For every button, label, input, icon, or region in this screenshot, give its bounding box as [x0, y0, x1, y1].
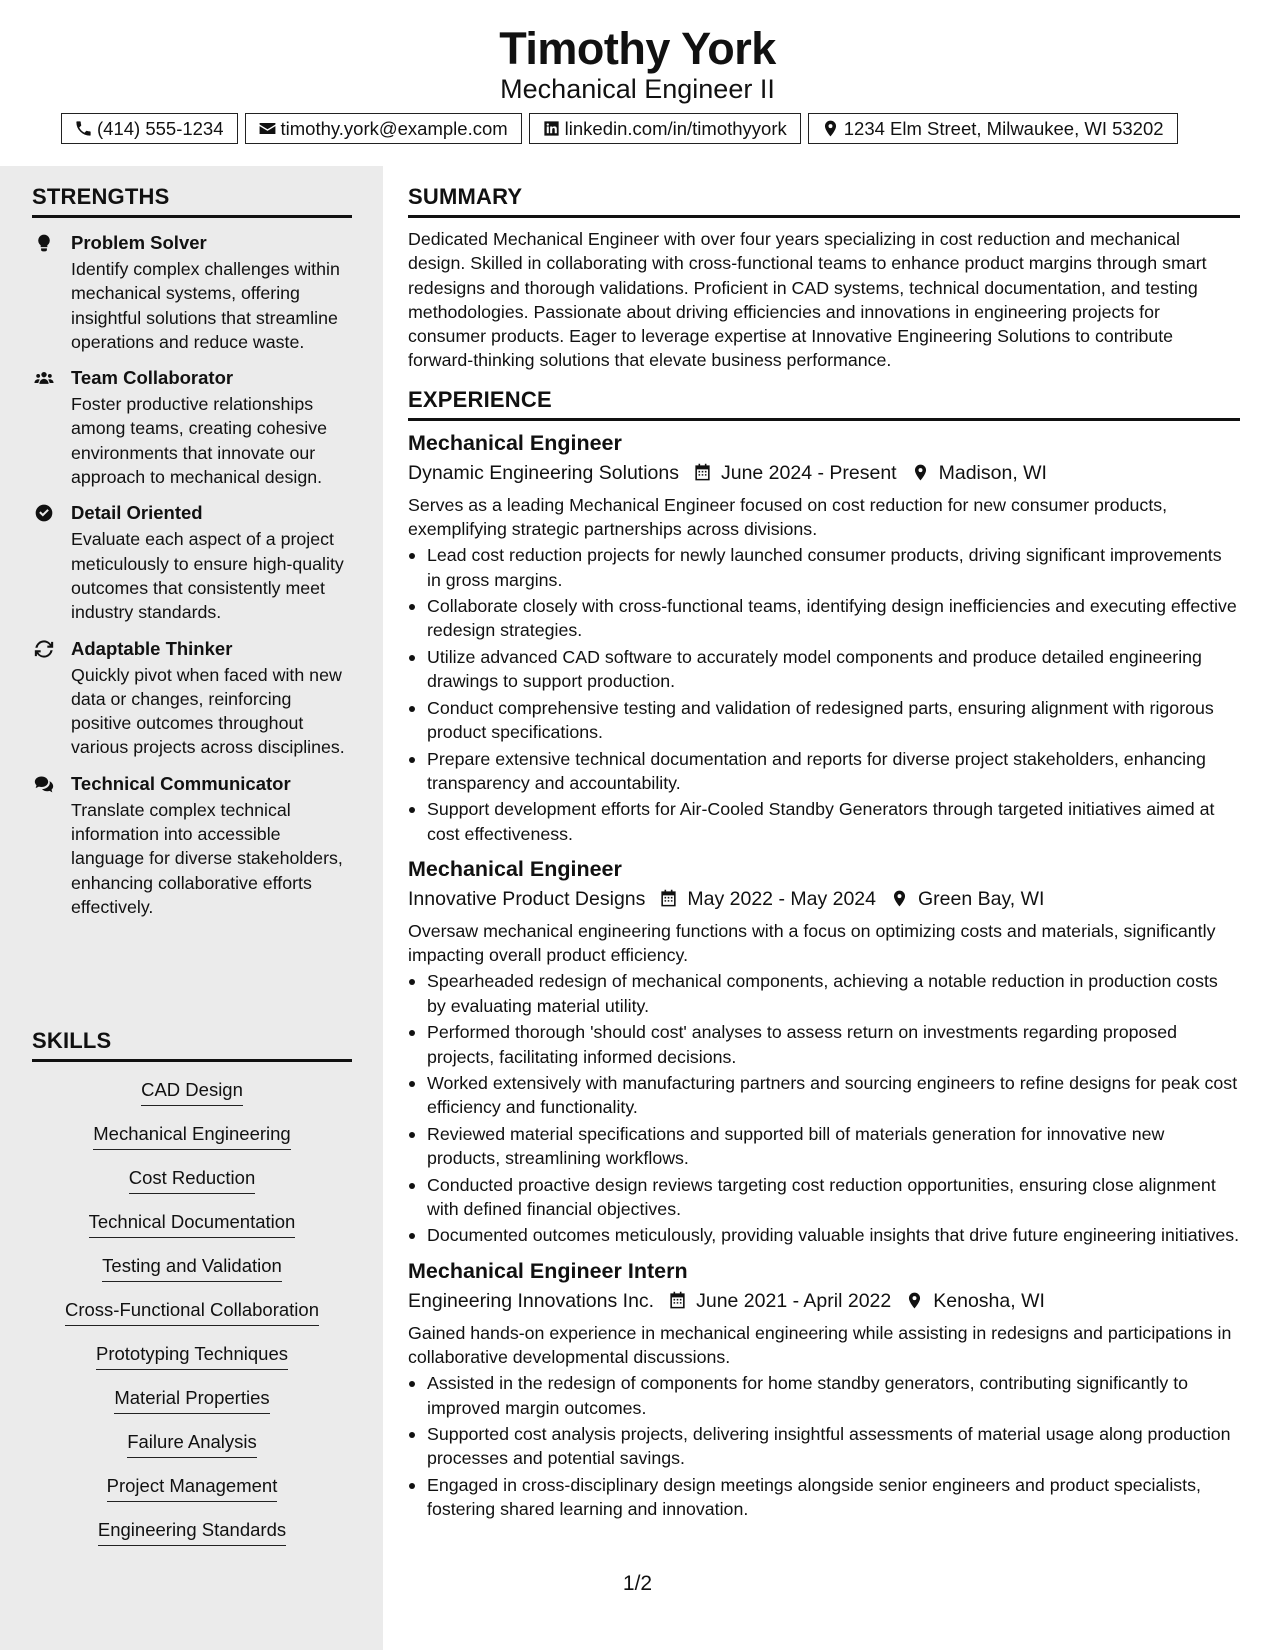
job-meta — [408, 459, 1240, 487]
strengths-heading: STRENGTHS — [32, 183, 352, 218]
strengths-section — [32, 183, 352, 919]
job-location: Green Bay, WI — [918, 887, 1045, 910]
skill-tag: Cost Reduction — [129, 1164, 255, 1194]
linkedin-icon — [542, 119, 561, 138]
job-company: Engineering Innovations Inc. — [408, 1289, 655, 1312]
strength-desc: Identify complex challenges within mechanical systems, offering insightful solutions that streamline operations and reduce waste. — [71, 259, 340, 352]
strength-title: Problem Solver — [71, 232, 207, 253]
job-company: Dynamic Engineering Solutions — [408, 461, 679, 484]
comments-icon — [34, 774, 54, 794]
users-icon — [34, 368, 54, 388]
skills-heading: SKILLS — [32, 1027, 352, 1062]
list-item: Collaborate closely with cross-functional teams, identifying design inefficiencies and executing effective redesign strategies. — [408, 594, 1240, 643]
summary-text: Dedicated Mechanical Engineer with over four years specializing in cost reduction and mechanical design. Skilled in collaborating with cross-functional teams to enhance product margins through smart redesigns and thorough validations. Proficient in CAD systems, technical documentation, and testing methodologies. Passionate about driving efficiencies and innovations in engineering projects for consumer products. Eager to leverage expertise at Innovative Engineering Solutions to contribute forward-thinking solutions that elevate business performance. — [408, 229, 1207, 371]
list-item: Worked extensively with manufacturing partners and sourcing engineers to refine designs for peak cost efficiency and functionality. — [408, 1071, 1240, 1120]
contact-phone-text: (414) 555-1234 — [97, 117, 224, 139]
strength-title: Team Collaborator — [71, 367, 234, 389]
list-item: Spearheaded redesign of mechanical components, achieving a notable reduction in production costs by evaluating material utility. — [408, 969, 1240, 1018]
map-pin-icon — [911, 463, 930, 482]
list-item: Support development efforts for Air-Cooled Standby Generators through targeted initiatives aimed at cost effectiveness. — [408, 797, 1240, 846]
skill-tag: Mechanical Engineering — [93, 1120, 290, 1150]
job-entry — [408, 855, 1240, 1248]
calendar-icon — [659, 889, 678, 908]
strength-desc: Translate complex technical information into accessible language for diverse stakeholders, enhancing collaborative efforts effectively. — [71, 799, 343, 917]
job-description: Gained hands-on experience in mechanical engineering while assisting in redesigns and participations in collaborative developmental discussions. — [408, 1322, 1232, 1367]
calendar-icon — [693, 463, 712, 482]
job-bullets — [408, 969, 1240, 1247]
phone-icon — [74, 119, 93, 138]
main-content — [408, 166, 1240, 1524]
map-pin-icon — [821, 119, 840, 138]
strength-item — [32, 501, 352, 624]
contact-bar — [61, 113, 1178, 145]
list-item: Lead cost reduction projects for newly launched consumer products, driving significant improvements in gross margins. — [408, 543, 1240, 592]
contact-email-text: timothy.york@example.com — [280, 117, 508, 139]
resume-header — [0, 0, 1275, 166]
skill-tag: Prototyping Techniques — [96, 1340, 288, 1370]
contact-address — [808, 113, 1178, 144]
candidate-title: Mechanical Engineer II — [500, 74, 775, 104]
strength-item — [32, 366, 352, 489]
job-dates: May 2022 - May 2024 — [687, 887, 876, 910]
list-item: Reviewed material specifications and supported bill of materials generation for innovative new products, streamlining workflows. — [408, 1122, 1240, 1171]
contact-address-text: 1234 Elm Street, Milwaukee, WI 53202 — [843, 117, 1164, 139]
list-item: Prepare extensive technical documentation and reports for diverse project stakeholders, enhancing transparency and accountability. — [408, 747, 1240, 796]
list-item: Conduct comprehensive testing and validation of redesigned parts, ensuring alignment with rigorous product specifications. — [408, 696, 1240, 745]
skill-tag: Testing and Validation — [102, 1252, 282, 1282]
job-meta — [408, 885, 1240, 913]
job-bullets — [408, 543, 1240, 846]
skill-tag: Cross-Functional Collaboration — [65, 1296, 319, 1326]
job-title: Mechanical Engineer — [408, 856, 622, 881]
skill-tag: Project Management — [107, 1472, 278, 1502]
candidate-name: Timothy York — [499, 23, 776, 74]
job-dates: June 2024 - Present — [720, 461, 897, 484]
strength-item — [32, 231, 352, 354]
job-bullets — [408, 1371, 1240, 1521]
job-location: Madison, WI — [938, 461, 1047, 484]
strength-desc: Foster productive relationships among teams, creating cohesive environments that innovate our approach to mechanical design. — [71, 394, 327, 488]
strength-title: Technical Communicator — [71, 772, 291, 794]
list-item: Engaged in cross-disciplinary design meetings alongside senior engineers and product specialists, fostering shared learning and innovation. — [408, 1473, 1240, 1522]
contact-linkedin[interactable] — [529, 113, 801, 144]
summary-heading: SUMMARY — [408, 183, 1240, 218]
skill-tag: CAD Design — [141, 1076, 243, 1106]
strength-desc: Evaluate each aspect of a project meticulously to ensure high-quality outcomes that consistently meet industry standards. — [71, 529, 344, 623]
summary-section — [408, 183, 1240, 373]
job-location: Kenosha, WI — [933, 1289, 1045, 1312]
job-title: Mechanical Engineer Intern — [408, 1258, 688, 1283]
calendar-icon — [668, 1291, 687, 1310]
list-item: Utilize advanced CAD software to accurately model components and produce detailed engineering drawings to support production. — [408, 645, 1240, 694]
list-item: Performed thorough 'should cost' analyses to assess return on investments regarding proposed projects, facilitating informed decisions. — [408, 1020, 1240, 1069]
check-circle-icon — [34, 503, 54, 523]
list-item: Assisted in the redesign of components for home standby generators, contributing significantly to improved margin outcomes. — [408, 1371, 1240, 1420]
job-entry — [408, 1257, 1240, 1522]
strength-title: Adaptable Thinker — [71, 637, 233, 659]
page-number: 1/2 — [622, 1572, 653, 1595]
map-pin-icon — [890, 889, 909, 908]
experience-section — [408, 386, 1240, 1522]
job-company: Innovative Product Designs — [408, 887, 646, 910]
job-entry — [408, 429, 1240, 846]
job-description: Oversaw mechanical engineering functions with a focus on optimizing costs and materials, significantly impacting overall product efficiency. — [408, 920, 1216, 966]
skill-tag: Material Properties — [114, 1384, 269, 1414]
strength-item — [32, 637, 352, 760]
contact-linkedin-text: linkedin.com/in/timothyyork — [564, 117, 787, 139]
strength-item — [32, 772, 352, 919]
sidebar — [0, 166, 383, 1650]
experience-heading: EXPERIENCE — [408, 386, 1240, 421]
contact-email[interactable] — [245, 113, 522, 144]
job-title: Mechanical Engineer — [408, 430, 622, 455]
map-pin-icon — [905, 1291, 924, 1310]
strength-desc: Quickly pivot when faced with new data or changes, reinforcing positive outcomes throughout various projects across disciplines. — [71, 664, 345, 758]
skill-tag: Technical Documentation — [89, 1208, 296, 1238]
list-item: Documented outcomes meticulously, providing valuable insights that drive future engineering initiatives. — [408, 1223, 1240, 1247]
skill-tag: Engineering Standards — [98, 1516, 286, 1546]
lightbulb-icon — [34, 233, 54, 253]
list-item: Conducted proactive design reviews targeting cost reduction opportunities, ensuring close alignment with defined financial objectives. — [408, 1173, 1240, 1222]
skills-section — [32, 1027, 352, 1546]
job-description: Serves as a leading Mechanical Engineer focused on cost reduction for new consumer products, exemplifying strategic partnerships across divisions. — [408, 494, 1168, 540]
skill-tag: Failure Analysis — [127, 1428, 257, 1458]
job-dates: June 2021 - April 2022 — [696, 1289, 892, 1312]
sync-icon — [34, 639, 54, 659]
list-item: Supported cost analysis projects, delivering insightful assessments of material usage along production processes and potential savings. — [408, 1422, 1240, 1471]
contact-phone[interactable] — [61, 113, 238, 144]
job-meta — [408, 1287, 1240, 1315]
envelope-icon — [258, 119, 277, 138]
strength-title: Detail Oriented — [71, 502, 203, 524]
